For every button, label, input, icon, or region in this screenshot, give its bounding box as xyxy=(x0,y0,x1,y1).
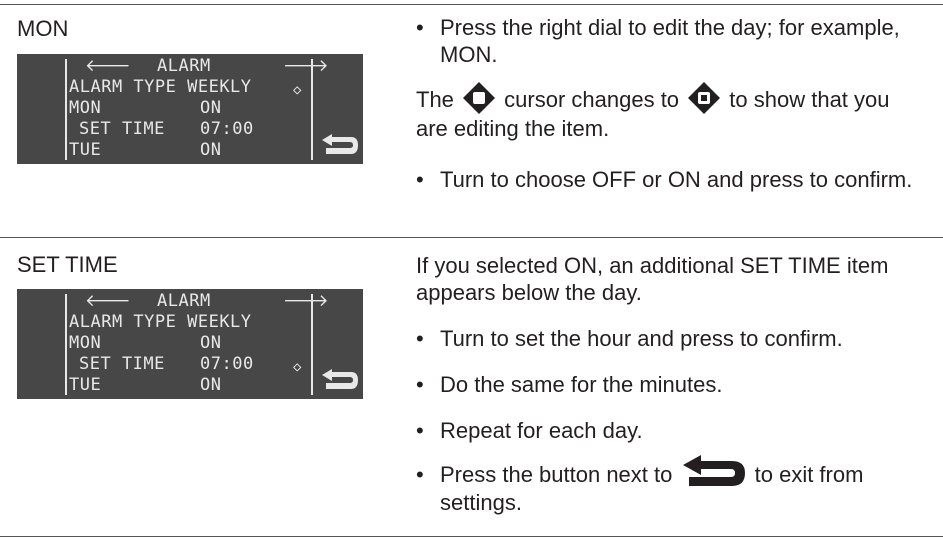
set-time-intro: If you selected ON, an additional SET TIME item appears below the day. xyxy=(416,253,889,305)
set-time-label: SET TIME xyxy=(79,119,165,139)
lcd-title: ALARM xyxy=(157,56,211,76)
instruction-bullet-3: • Turn to set the hour and press to confirm. xyxy=(416,325,943,352)
cursor-outline-icon xyxy=(462,81,496,115)
cursor-description xyxy=(416,86,926,142)
lcd-row-day2 xyxy=(69,140,222,160)
lcd-row-day1 xyxy=(69,98,222,118)
lcd-left-bar xyxy=(65,294,67,395)
top-rule xyxy=(0,4,943,5)
instruction-bullet-2: • Turn to choose OFF or ON and press to confirm. xyxy=(416,166,940,193)
lcd-header xyxy=(69,291,329,311)
row-label-mon: MON xyxy=(17,16,69,41)
cursor-text-a: The xyxy=(416,87,454,112)
lcd-display-mon xyxy=(17,54,363,164)
lcd-row-alarm-type xyxy=(69,313,252,331)
cursor-diamond-icon: ◇ xyxy=(293,359,302,375)
arrow-right-icon: 🡒 xyxy=(283,56,329,76)
lcd-row-alarm-type xyxy=(69,78,252,96)
instruction-bullet-5: • Repeat for each day. xyxy=(416,417,943,444)
arrow-left-icon: 🡐 xyxy=(85,291,131,311)
cursor-text-b: cursor changes to xyxy=(504,87,680,112)
cursor-editing-icon xyxy=(687,81,721,115)
bottom-rule xyxy=(0,536,943,537)
lcd-header xyxy=(69,56,329,76)
day2-value: ON xyxy=(200,140,222,160)
day2-label: TUE xyxy=(69,140,102,160)
lcd-row-day1 xyxy=(69,333,222,353)
set-time-value: 07:00 xyxy=(200,119,254,139)
instruction-bullet-1: • Press the right dial to edit the day; for example, MON. xyxy=(416,14,940,68)
alarm-type-value: WEEKLY xyxy=(187,77,252,97)
back-arrow-icon xyxy=(320,366,360,392)
day1-label: MON xyxy=(69,98,102,118)
back-arrow-icon xyxy=(320,131,360,157)
lcd-title: ALARM xyxy=(157,291,211,311)
alarm-type-label: ALARM TYPE xyxy=(69,77,177,97)
lcd-row-set-time xyxy=(79,119,254,139)
day1-value: ON xyxy=(200,98,222,118)
arrow-left-icon: 🡐 xyxy=(85,56,131,76)
back-arrow-icon xyxy=(681,453,747,489)
lcd-row-day2 xyxy=(69,375,222,395)
instruction-bullet-6 xyxy=(416,461,943,516)
alarm-type-label: ALARM TYPE xyxy=(69,312,177,332)
row-label-set-time: SET TIME xyxy=(17,252,118,277)
day2-value: ON xyxy=(200,375,222,395)
day1-label: MON xyxy=(69,333,102,353)
middle-rule xyxy=(0,237,943,238)
arrow-right-icon: 🡒 xyxy=(283,291,329,311)
bullet-6-text-b: to exit from settings. xyxy=(440,462,864,516)
bullet-6-text-a: Press the button next to xyxy=(440,462,673,487)
alarm-type-value: WEEKLY xyxy=(187,312,252,332)
instruction-bullet-4: • Do the same for the minutes. xyxy=(416,371,943,398)
cursor-diamond-icon: ◇ xyxy=(293,82,302,98)
day2-label: TUE xyxy=(69,375,102,395)
set-time-label: SET TIME xyxy=(79,354,165,374)
cursor-text-c: to show that you are editing the item. xyxy=(416,87,890,142)
lcd-display-set-time xyxy=(17,289,363,399)
lcd-left-bar xyxy=(65,59,67,160)
set-time-value: 07:00 xyxy=(200,354,254,374)
lcd-row-set-time xyxy=(79,354,254,374)
day1-value: ON xyxy=(200,333,222,353)
